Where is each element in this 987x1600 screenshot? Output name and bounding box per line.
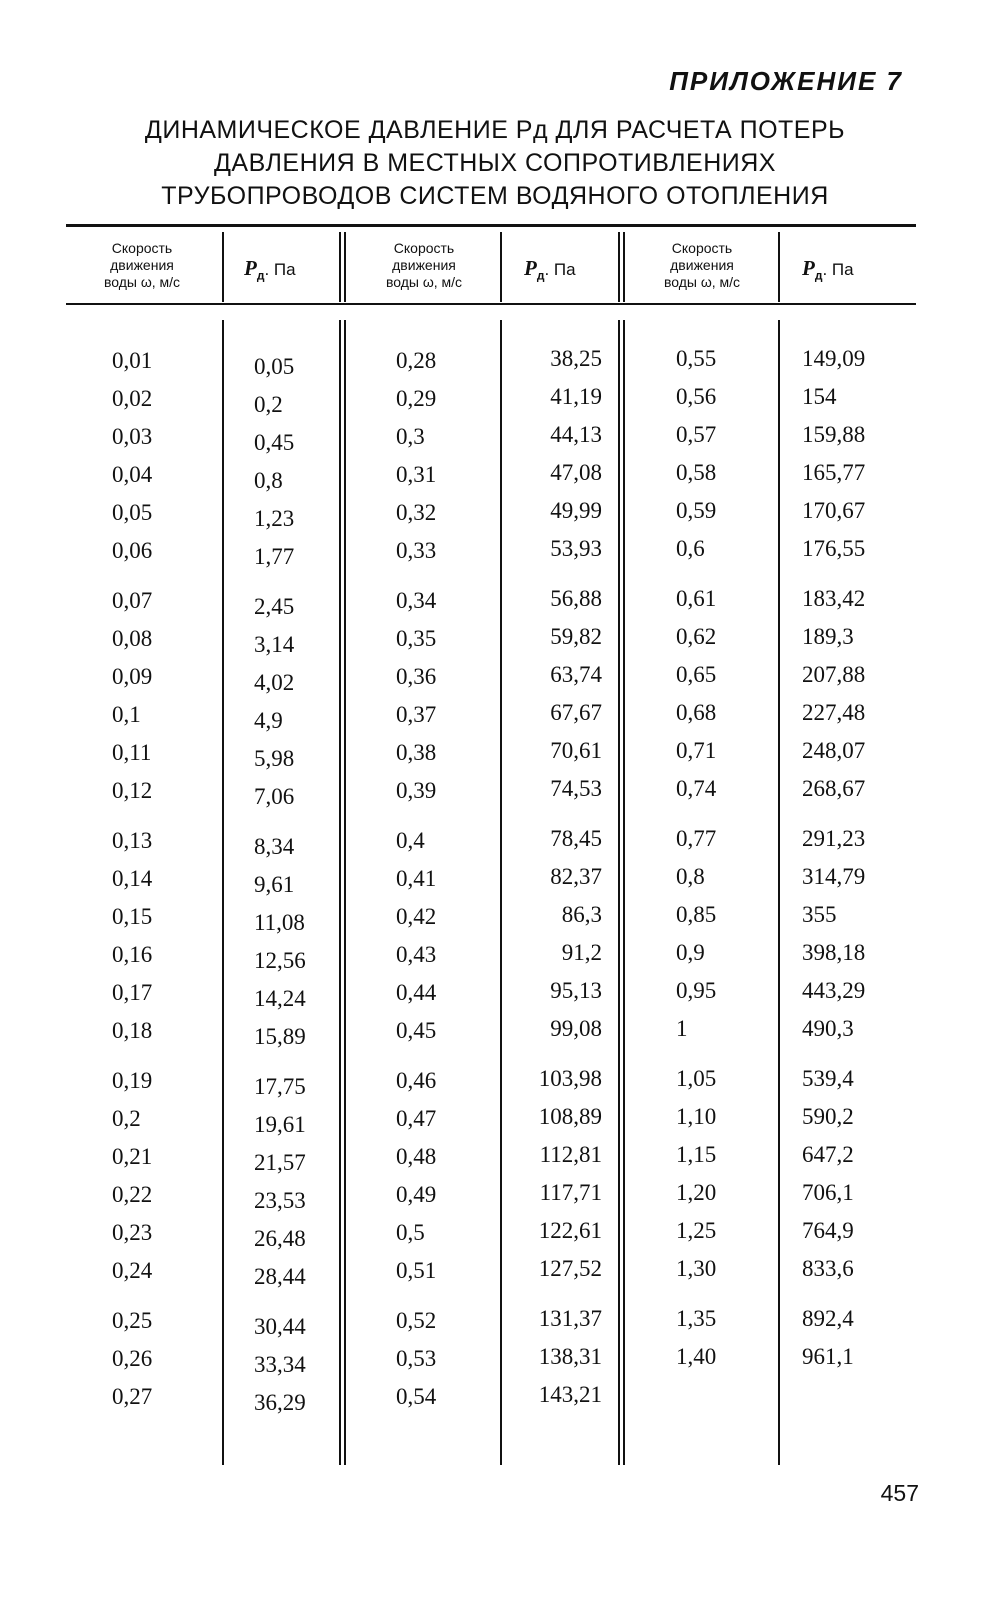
table-cell: 0,19 [112,1068,153,1093]
table-cell: 0,55 [676,346,717,371]
table-cell: 0,17 [112,980,153,1005]
column-divider [623,320,625,1465]
table-cell: 21,57 [254,1150,306,1175]
table-cell: 11,08 [254,910,305,935]
table-cell: 74,53 [550,776,602,801]
table-cell: 0,56 [676,384,717,409]
table-cell: 0,3 [396,424,425,449]
title-line-1: ДИНАМИЧЕСКОЕ ДАВЛЕНИЕ Pд ДЛЯ РАСЧЕТА ПОТЕРЬ [144,116,846,144]
table-cell: 26,48 [254,1226,306,1251]
table-cell: 207,88 [802,662,866,687]
table-cell: 7,06 [254,784,295,809]
table-cell: 15,89 [254,1024,306,1049]
header-pressure-1: $P_д$. Па [244,256,296,283]
table-cell: 0,11 [112,740,152,765]
table-cell: 0,43 [396,942,437,967]
column-divider [344,320,346,1465]
table-cell: 0,37 [396,702,437,727]
table-cell: 131,37 [538,1306,602,1331]
table-cell: 539,4 [802,1066,854,1091]
table-cell: 176,55 [802,536,866,561]
table-cell: 0,33 [396,538,437,563]
table-cell: 0,9 [676,940,705,965]
table-cell: 103,98 [538,1066,602,1091]
table-cell: 0,58 [676,460,717,485]
table-cell: 0,85 [676,902,717,927]
table-cell: 5,98 [254,746,295,771]
table-cell: 1,15 [676,1142,717,1167]
table-cell: 0,12 [112,778,153,803]
table-cell: 0,27 [112,1384,153,1409]
table-cell: 0,03 [112,424,153,449]
table-cell: 1,77 [254,544,295,569]
table-cell: 0,52 [396,1308,437,1333]
table-cell: 0,95 [676,978,717,1003]
table-cell: 0,23 [112,1220,153,1245]
table-cell: 0,41 [396,866,437,891]
table-cell: 0,18 [112,1018,153,1043]
table-cell: 398,18 [802,940,866,965]
table-cell: 165,77 [802,460,866,485]
table-cell: 0,21 [112,1144,153,1169]
table-cell: 56,88 [550,586,602,611]
table-cell: 4,9 [254,708,283,733]
table-cell: 1,25 [676,1218,717,1243]
table-cell: 86,3 [561,902,602,927]
table-cell: 47,08 [550,460,602,485]
table-cell: 99,08 [550,1016,602,1041]
table-cell: 82,37 [550,864,602,889]
table-cell: 0,59 [676,498,717,523]
table-cell: 291,23 [802,826,866,851]
table-cell: 0,25 [112,1308,153,1333]
table-cell: 0,2 [112,1106,141,1131]
title-line-3: ТРУБОПРОВОДОВ СИСТЕМ ВОДЯНОГО ОТОПЛЕНИЯ [161,182,829,210]
title-line-2: ДАВЛЕНИЯ В МЕСТНЫХ СОПРОТИВЛЕНИЯХ [214,149,776,177]
table-cell: 0,09 [112,664,153,689]
page-title [60,114,930,213]
table-cell: 0,61 [676,586,717,611]
header-divider [222,232,224,302]
table-cell: 117,71 [539,1180,602,1205]
table-cell: 44,13 [550,422,602,447]
table-cell: 95,13 [550,978,602,1003]
table-cell: 0,8 [676,864,705,889]
table-cell: 170,67 [802,498,866,523]
table-cell: 0,46 [396,1068,437,1093]
header-divider [500,232,502,302]
header-divider [778,232,780,302]
table-cell: 0,26 [112,1346,153,1371]
table-cell: 30,44 [254,1314,306,1339]
table-cell: 0,05 [112,500,153,525]
table-cell: 53,93 [550,536,602,561]
table-cell: 0,65 [676,662,717,687]
column-velocity-3 [676,340,766,1376]
table-cell: 0,45 [396,1018,437,1043]
header-divider [344,232,346,302]
column-pressure-2 [510,340,602,1414]
table-cell: 268,67 [802,776,866,801]
table-cell: 8,34 [254,834,295,859]
table-cell: 0,14 [112,866,153,891]
table-cell: 14,24 [254,986,306,1011]
table-cell: 49,99 [550,498,602,523]
table-cell: 67,67 [550,700,602,725]
table-cell: 490,3 [802,1016,854,1041]
table-cell: 1,30 [676,1256,717,1281]
column-divider [222,320,224,1465]
table-cell: 91,2 [561,940,602,965]
table-cell: 0,04 [112,462,153,487]
table-cell: 59,82 [550,624,602,649]
table-cell: 1,35 [676,1306,717,1331]
table-cell: 70,61 [550,738,602,763]
table-cell: 0,4 [396,828,425,853]
table-cell: 0,31 [396,462,437,487]
table-cell: 159,88 [802,422,866,447]
table-cell: 1,20 [676,1180,717,1205]
table-cell: 0,32 [396,500,437,525]
table-cell: 78,45 [550,826,602,851]
table-cell: 0,62 [676,624,717,649]
table-cell: 0,2 [254,392,283,417]
table-cell: 183,42 [802,586,866,611]
table-cell: 1,05 [676,1066,717,1091]
table-cell: 0,53 [396,1346,437,1371]
header-divider [618,232,620,302]
table-cell: 0,35 [396,626,437,651]
table-cell: 3,14 [254,632,295,657]
table-cell: 36,29 [254,1390,306,1415]
table-cell: 0,51 [396,1258,437,1283]
table-cell: 127,52 [538,1256,602,1281]
column-divider [339,320,341,1465]
column-divider [618,320,620,1465]
table-cell: 0,47 [396,1106,437,1131]
table-cell: 1,10 [676,1104,717,1129]
table-cell: 0,39 [396,778,437,803]
table-cell: 0,74 [676,776,717,801]
table-cell: 0,57 [676,422,717,447]
table-cell: 314,79 [802,864,866,889]
table-cell: 590,2 [802,1104,854,1129]
table-cell: 0,5 [396,1220,425,1245]
table-cell: 189,3 [802,624,854,649]
table-cell: 0,44 [396,980,437,1005]
table-cell: 1,23 [254,506,295,531]
table-cell: 248,07 [802,738,866,763]
table-cell: 0,71 [676,738,717,763]
table-cell: 0,68 [676,700,717,725]
table-cell: 33,34 [254,1352,306,1377]
table-cell: 0,48 [396,1144,437,1169]
table-cell: 0,38 [396,740,437,765]
table-cell: 0,45 [254,430,295,455]
header-velocity-3: Скорость движения воды ω, м/с [663,240,741,290]
table-cell: 143,21 [538,1382,602,1407]
table-cell: 28,44 [254,1264,306,1289]
appendix-label: ПРИЛОЖЕНИЕ 7 [669,66,903,96]
table-cell: 0,28 [396,348,437,373]
table-cell: 122,61 [538,1218,602,1243]
table-cell: 154 [802,384,837,409]
header-pressure-3: $P_д$. Па [802,256,854,283]
table-cell: 1,40 [676,1344,717,1369]
column-pressure-1 [254,348,334,1422]
table-cell: 0,15 [112,904,153,929]
table-cell: 17,75 [254,1074,306,1099]
column-velocity-2 [396,342,486,1416]
table-cell: 0,22 [112,1182,153,1207]
header-divider [339,232,341,302]
table-cell: 706,1 [802,1180,854,1205]
table-cell: 647,2 [802,1142,854,1167]
header-pressure-2: $P_д$. Па [524,256,576,283]
table-cell: 0,77 [676,826,717,851]
table-cell: 0,06 [112,538,153,563]
table-cell: 0,1 [112,702,141,727]
table-cell: 9,61 [254,872,295,897]
table-cell: 0,29 [396,386,437,411]
table-cell: 19,61 [254,1112,306,1137]
table-cell: 0,05 [254,354,295,379]
table-cell: 41,19 [550,384,602,409]
table-cell: 443,29 [802,978,866,1003]
table-cell: 0,13 [112,828,153,853]
table-cell: 23,53 [254,1188,306,1213]
table-cell: 0,24 [112,1258,153,1283]
table-cell: 0,8 [254,468,283,493]
table-cell: 892,4 [802,1306,854,1331]
table-cell: 0,08 [112,626,153,651]
column-divider [500,320,502,1465]
table-cell: 138,31 [538,1344,602,1369]
header-bottom-rule [66,303,916,305]
table-cell: 0,42 [396,904,437,929]
header-velocity-1: Скорость движения воды ω, м/с [103,240,181,290]
table-cell: 0,02 [112,386,153,411]
table-cell: 355 [802,902,837,927]
table-cell: 0,07 [112,588,153,613]
table-cell: 0,16 [112,942,153,967]
table-cell: 1 [676,1016,688,1041]
page-number: 457 [880,1480,919,1506]
header-velocity-2: Скорость движения воды ω, м/с [385,240,463,290]
table-cell: 63,74 [550,662,602,687]
table-cell: 0,01 [112,348,153,373]
table-cell: 12,56 [254,948,306,973]
column-velocity-1 [112,342,202,1416]
table-cell: 0,6 [676,536,705,561]
table-top-rule [66,224,916,227]
table-cell: 764,9 [802,1218,854,1243]
table-cell: 0,34 [396,588,437,613]
table-cell: 38,25 [550,346,602,371]
table-cell: 833,6 [802,1256,854,1281]
table-cell: 4,02 [254,670,295,695]
table-cell: 227,48 [802,700,866,725]
table-cell: 0,54 [396,1384,437,1409]
table-cell: 961,1 [802,1344,854,1369]
table-cell: 0,49 [396,1182,437,1207]
table-cell: 108,89 [538,1104,602,1129]
table-cell: 0,36 [396,664,437,689]
table-cell: 149,09 [802,346,866,371]
column-divider [778,320,780,1465]
table-cell: 2,45 [254,594,295,619]
header-divider [623,232,625,302]
table-cell: 112,81 [539,1142,602,1167]
column-pressure-3 [802,340,902,1376]
